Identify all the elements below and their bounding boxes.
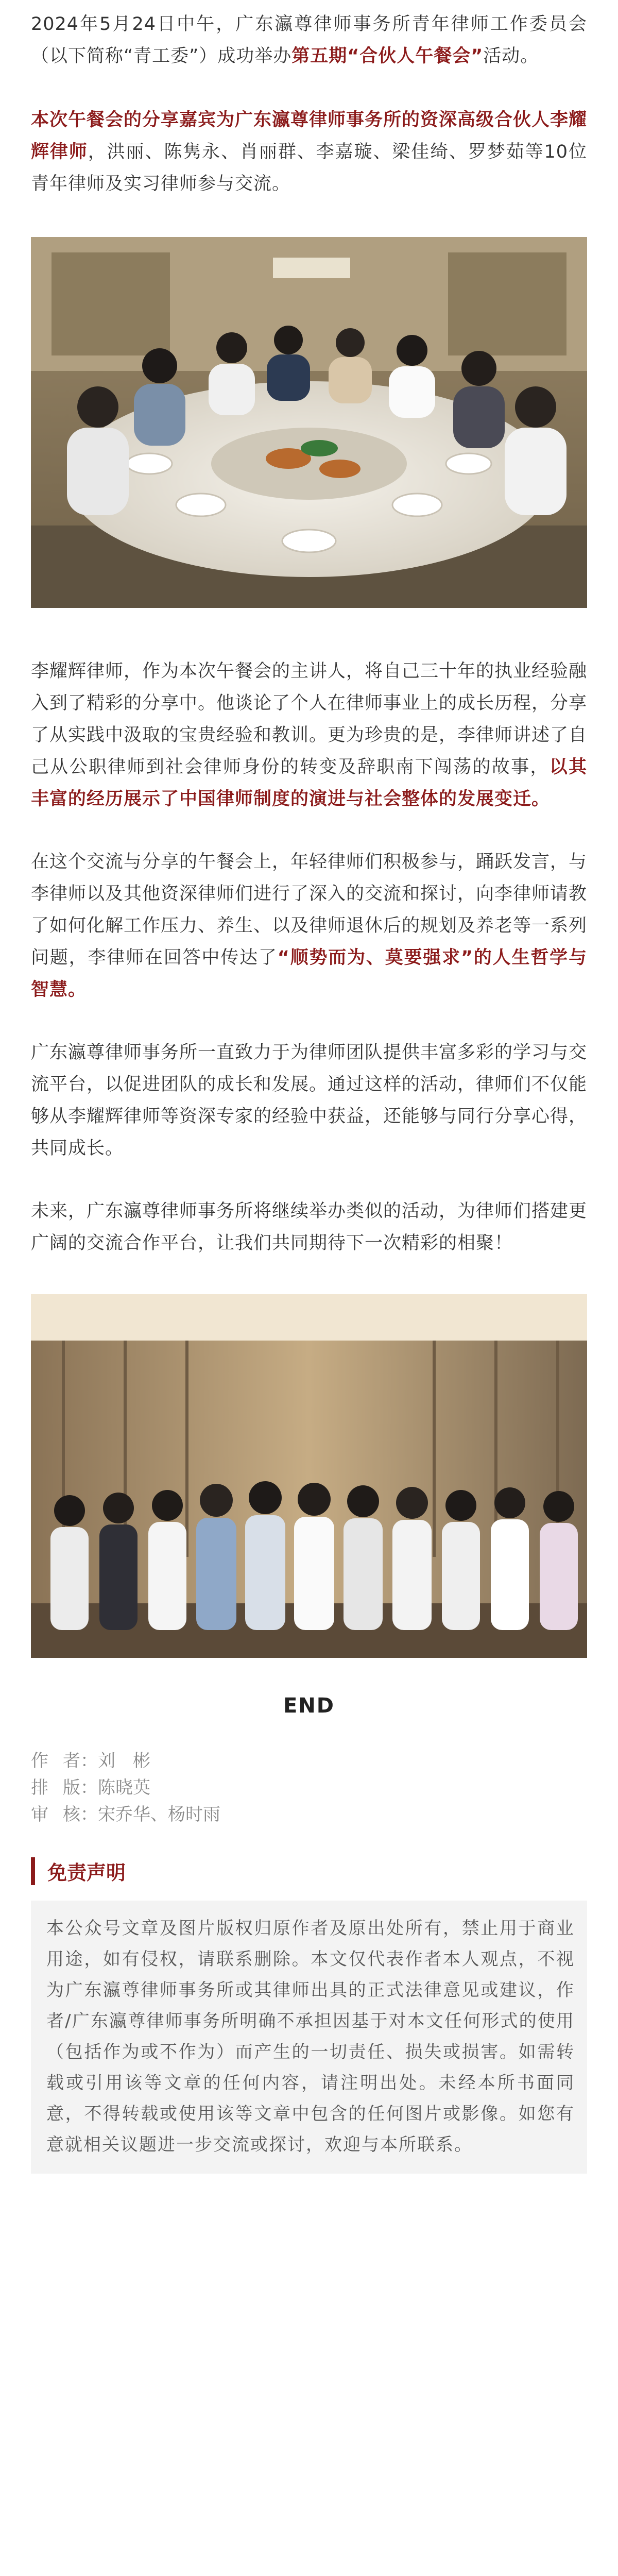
credit-layout: 排版 ： 陈晓英 bbox=[31, 1774, 587, 1801]
future-paragraph bbox=[31, 1195, 587, 1259]
body-text: 在这个交流与分享的午餐会上，年轻律师们积极参与，踊跃发言，与李律师以及其他资深律师们进行了深入的交流和探讨，向李律师请教了如何化解工作压力、养生、以及律师退休后的规划及养老等一系列问题，李律师在回答中传达了 bbox=[31, 852, 588, 968]
body-text: ，洪丽、陈隽永、肖丽群、李嘉璇、梁佳绮、罗梦茹等10位青年律师及实习律师参与交流。 bbox=[31, 142, 587, 194]
disclaimer-header bbox=[31, 1857, 587, 1885]
credit-review: 审核 ： 宋乔华、杨时雨 bbox=[31, 1801, 587, 1828]
group-photo bbox=[31, 1294, 587, 1658]
speaker-paragraph bbox=[31, 655, 587, 815]
credit-label: 排版 bbox=[31, 1777, 80, 1798]
guest-paragraph bbox=[31, 104, 587, 200]
article-body bbox=[31, 0, 587, 2174]
firm-paragraph bbox=[31, 1037, 587, 1164]
body-text: 未来，广东瀛尊律师事务所将继续举办类似的活动，为律师们搭建更广阔的交流合作平台，让我们共同期待下一次精彩的相聚！ bbox=[31, 1201, 588, 1253]
body-text: 2024年5月24日中午，广东瀛尊律师事务所青年律师工作委员会（以下简称“青工委”）成功举办 bbox=[31, 14, 587, 66]
lunch-meeting-photo bbox=[31, 237, 587, 608]
credit-label: 作者 bbox=[31, 1751, 80, 1771]
credit-value: 宋乔华、杨时雨 bbox=[98, 1804, 220, 1825]
credit-author: 作者 ： 刘 彬 bbox=[31, 1748, 587, 1774]
highlighted-text: 以其丰富的经历展示了中国律师制度的演进与社会整体的发展变迁。 bbox=[31, 757, 587, 809]
end-mark: END bbox=[283, 1694, 335, 1718]
exchange-paragraph bbox=[31, 846, 587, 1006]
intro-paragraph bbox=[31, 8, 587, 72]
body-text: 李耀辉律师，作为本次午餐会的主讲人，将自己三十年的执业经验融入到了精彩的分享中。他谈论了个人在律师事业上的成长历程，分享了从实践中汲取的宝贵经验和教训。更为珍贵的是，李律师讲述了自己从公职律师到社会律师身份的转变及辞职南下闯荡的故事， bbox=[31, 661, 588, 777]
highlighted-text: 本次午餐会的分享嘉宾为广东瀛尊律师事务所的资深高级合伙人李耀辉律师 bbox=[31, 110, 588, 162]
disclaimer-title: 免责声明 bbox=[47, 1861, 126, 1884]
credit-value: 陈晓英 bbox=[98, 1777, 150, 1798]
group-photo-illustration bbox=[31, 1294, 587, 1658]
highlighted-text: 第五期“合伙人午餐会” bbox=[291, 46, 484, 66]
body-text: 活动。 bbox=[483, 46, 539, 66]
disclaimer-box bbox=[31, 1901, 587, 2174]
lunch-meeting-illustration bbox=[31, 237, 587, 608]
disclaimer-text: 本公众号文章及图片版权归原作者及原出处所有，禁止用于商业用途，如有侵权，请联系删除。本文仅代表作者本人观点，不视为广东瀛尊律师事务所或其律师出具的正式法律意见或建议，作者/广东瀛尊律师事务所明确不承担因基于对本文任何形式的使用（包括作为或不作为）而产生的一切责任、损失或损害。如需转载或引用该等文章的任何内容，请注明出处。未经本所书面同意，不得转载或使用该等文章中包含的任何图片或影像。如您有意就相关议题进一步交流或探讨，欢迎与本所联系。 bbox=[46, 1918, 575, 2155]
credits bbox=[31, 1748, 587, 1828]
credit-value: 刘 彬 bbox=[98, 1751, 150, 1771]
credit-label: 审核 bbox=[31, 1804, 80, 1825]
highlighted-text: “顺势而为、莫要强求”的人生哲学与智慧。 bbox=[31, 947, 587, 1000]
accent-bar bbox=[31, 1857, 35, 1885]
body-text: 广东瀛尊律师事务所一直致力于为律师团队提供丰富多彩的学习与交流平台，以促进团队的成长和发展。通过这样的活动，律师们不仅能够从李耀辉律师等资深专家的经验中获益，还能够与同行分享心得，共同成长。 bbox=[31, 1042, 588, 1159]
